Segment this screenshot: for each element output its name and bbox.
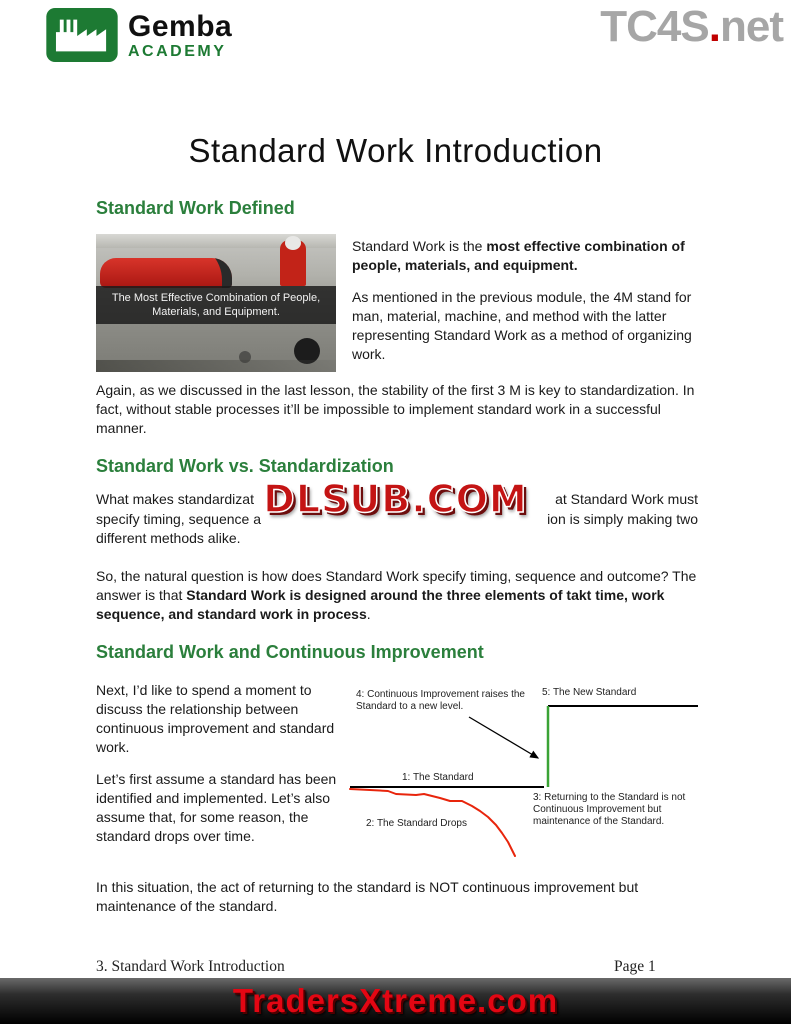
photo-caption-line1: The Most Effective Combination of People, — [111, 292, 321, 304]
gemba-academy-logo — [46, 8, 232, 62]
defined-para1-bold: most effective combination of people, materials, and equipment. — [352, 238, 685, 273]
vs-para2-bold: Standard Work is designed around the three elements of takt time, work sequence, and standard work in process — [96, 587, 665, 622]
pit-crew-shape — [280, 240, 306, 286]
vs-para2-normal2: . — [366, 606, 371, 622]
pitstop-photo — [96, 234, 336, 372]
vs-line2-start: specify timing, sequence a — [96, 510, 261, 527]
defined-paragraph-1 — [352, 237, 698, 275]
logo-subword: ACADEMY — [128, 42, 227, 60]
vs-paragraph-2 — [96, 567, 700, 624]
diagram-label2: 2: The Standard Drops — [366, 818, 467, 829]
vs-line-3: different methods alike. — [96, 530, 241, 546]
race-car-shape — [100, 258, 232, 288]
tradersxtreme-watermark: TradersXtreme.com — [232, 982, 559, 1019]
ci-paragraph-1: Next, I’d like to spend a moment to discuss the relationship between continuous improvement and standard work. — [96, 682, 335, 755]
ci-left-column — [96, 681, 346, 846]
track-shadow-shape — [96, 360, 336, 372]
factory-icon — [46, 8, 118, 62]
heading-standard-work-defined: Standard Work Defined — [96, 198, 295, 218]
tc4s-dot: . — [708, 2, 720, 51]
diagram-label5: 5: The New Standard — [542, 687, 637, 698]
photo-caption — [96, 286, 336, 324]
diagram-label3-line1: 3: Returning to the Standard is not — [533, 792, 686, 803]
dlsub-watermark: DLSUB.COM — [263, 477, 528, 521]
logo-text — [128, 11, 232, 60]
page-title: Standard Work Introduction — [188, 132, 603, 169]
defined-paragraph-3: Again, as we discussed in the last lesson, the stability of the first 3 M is key to standardization. In fact, without stable processes it’ll be impossible to implement standard work in a successful manner. — [96, 382, 695, 436]
diagram-label3-line3: maintenance of the Standard. — [533, 816, 665, 827]
diagram-label3-line2: Continuous Improvement but — [533, 804, 662, 815]
annotation-arrow — [469, 717, 538, 758]
defined-para1-normal: Standard Work is the — [352, 238, 487, 254]
logo-word: Gemba — [128, 9, 233, 43]
tc4s-part1: TC4S — [600, 2, 709, 51]
photo-caption-line2: Materials, and Equipment. — [152, 306, 280, 318]
vs-para2-normal1: So, the natural question is how does Standard Work specify timing, sequence and outcome? The answer is that — [96, 568, 697, 603]
ci-paragraph-2: Let’s first assume a standard has been identified and implemented. Let’s also assume that, for some reason, the standard drops over time. — [96, 771, 337, 844]
heading-standard-work-vs-standardization: Standard Work vs. Standardization — [96, 456, 394, 476]
diagram-label1: 1: The Standard — [402, 772, 474, 783]
ci-paragraph-3: In this situation, the act of returning to the standard is NOT continuous improvement but maintenance of the standard. — [96, 879, 639, 914]
bottom-watermark-bar — [0, 978, 791, 1024]
diagram-label4-line1: 4: Continuous Improvement raises the — [356, 689, 525, 700]
vs-line1-end: at Standard Work must — [555, 491, 698, 507]
defined-right-column — [352, 237, 698, 364]
tc4s-part2: net — [720, 2, 783, 51]
continuous-improvement-diagram — [344, 684, 704, 864]
diagram-label4-line2: Standard to a new level. — [356, 701, 464, 712]
defined-paragraph-2: As mentioned in the previous module, the 4M stand for man, material, machine, and method with the latter representing Standard Work as a method of organizing work. — [352, 289, 692, 362]
footer-document-title: 3. Standard Work Introduction — [96, 958, 285, 975]
vs-line1-start: What makes standardizat — [96, 491, 254, 507]
tc4s-watermark — [600, 2, 783, 52]
footer-page-number: Page 1 — [614, 958, 656, 975]
vs-line2-end: ion is simply making two — [547, 510, 698, 527]
heading-continuous-improvement: Standard Work and Continuous Improvement — [96, 642, 484, 662]
